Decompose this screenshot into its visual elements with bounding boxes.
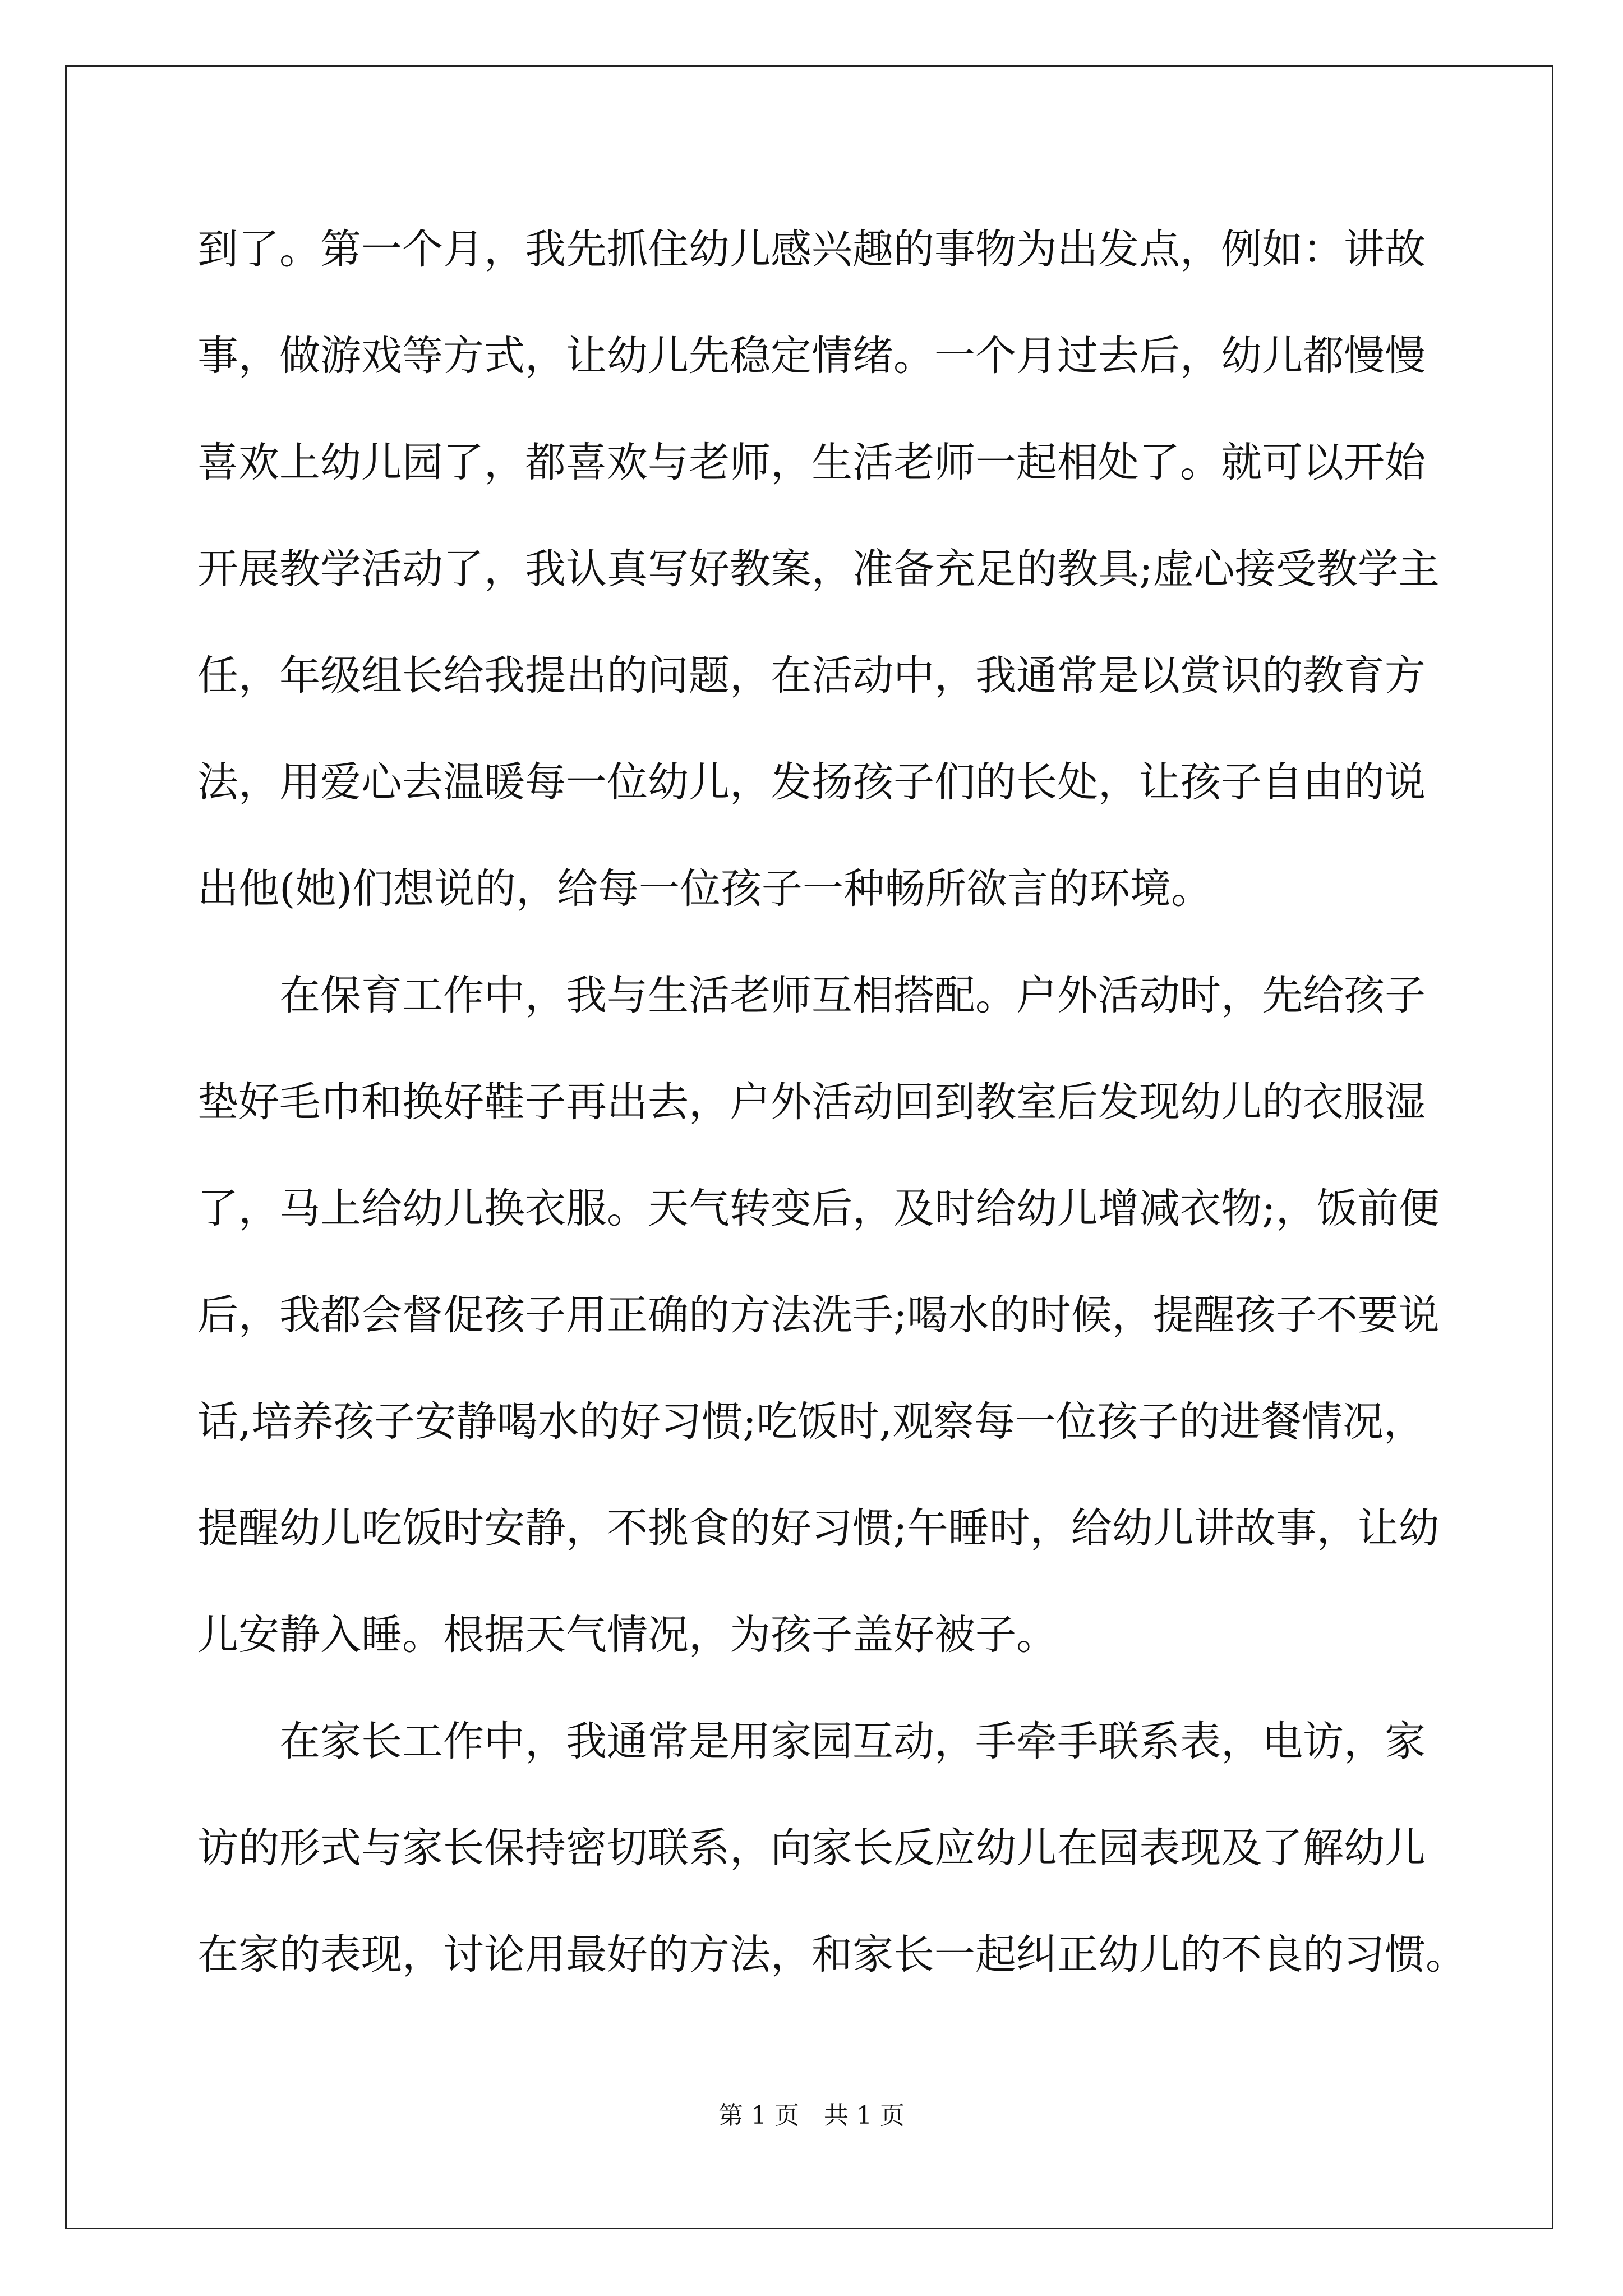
text-line: 在家长工作中，我通常是用家园互动，手牵手联系表，电访，家 (197, 1718, 1426, 1765)
text-line: 事，做游戏等方式，让幼儿先稳定情绪。一个月过去后，幼儿都慢慢 (197, 332, 1426, 380)
text-line: 喜欢上幼儿园了，都喜欢与老师，生活老师一起相处了。就可以开始 (197, 439, 1426, 486)
text-line: 了，马上给幼儿换衣服。天气转变后，及时给幼儿增减衣物;，饭前便 (197, 1185, 1440, 1232)
text-line: 在保育工作中，我与生活老师互相搭配。户外活动时，先给孩子 (197, 972, 1426, 1019)
text-line: 出他(她)们想说的，给每一位孩子一种畅所欲言的环境。 (197, 865, 1212, 913)
text-line: 在家的表现，讨论用最好的方法，和家长一起纠正幼儿的不良的习惯。 (197, 1931, 1467, 1978)
text-line: 提醒幼儿吃饭时安静，不挑食的好习惯;午睡时，给幼儿讲故事，让幼 (197, 1504, 1440, 1552)
document-body (197, 213, 1467, 2025)
text-line: 开展教学活动了，我认真写好教案，准备充足的教具;虚心接受教学主 (197, 545, 1440, 593)
text-line: 任，年级组长给我提出的问题，在活动中，我通常是以赏识的教育方 (197, 652, 1426, 700)
text-line: 到了。第一个月，我先抓住幼儿感兴趣的事物为出发点，例如：讲故 (197, 226, 1426, 273)
text-line: 儿安静入睡。根据天气情况，为孩子盖好被子。 (197, 1611, 1057, 1659)
text-line: 话,培养孩子安静喝水的好习惯;吃饭时,观察每一位孩子的进餐情况， (197, 1398, 1425, 1446)
text-line: 后，我都会督促孩子用正确的方法洗手;喝水的时候，提醒孩子不要说 (197, 1291, 1440, 1339)
text-line: 访的形式与家长保持密切联系，向家长反应幼儿在园表现及了解幼儿 (197, 1824, 1426, 1872)
paragraph-3 (197, 1705, 1467, 2025)
text-line: 法，用爱心去温暖每一位幼儿，发扬孩子们的长处，让孩子自由的说 (197, 758, 1426, 806)
text-line: 垫好毛巾和换好鞋子再出去，户外活动回到教室后发现幼儿的衣服湿 (197, 1078, 1426, 1126)
page-number-footer: 第 1 页 共 1 页 (718, 2101, 905, 2130)
paragraph-2 (197, 959, 1440, 1705)
paragraph-1 (197, 213, 1440, 959)
